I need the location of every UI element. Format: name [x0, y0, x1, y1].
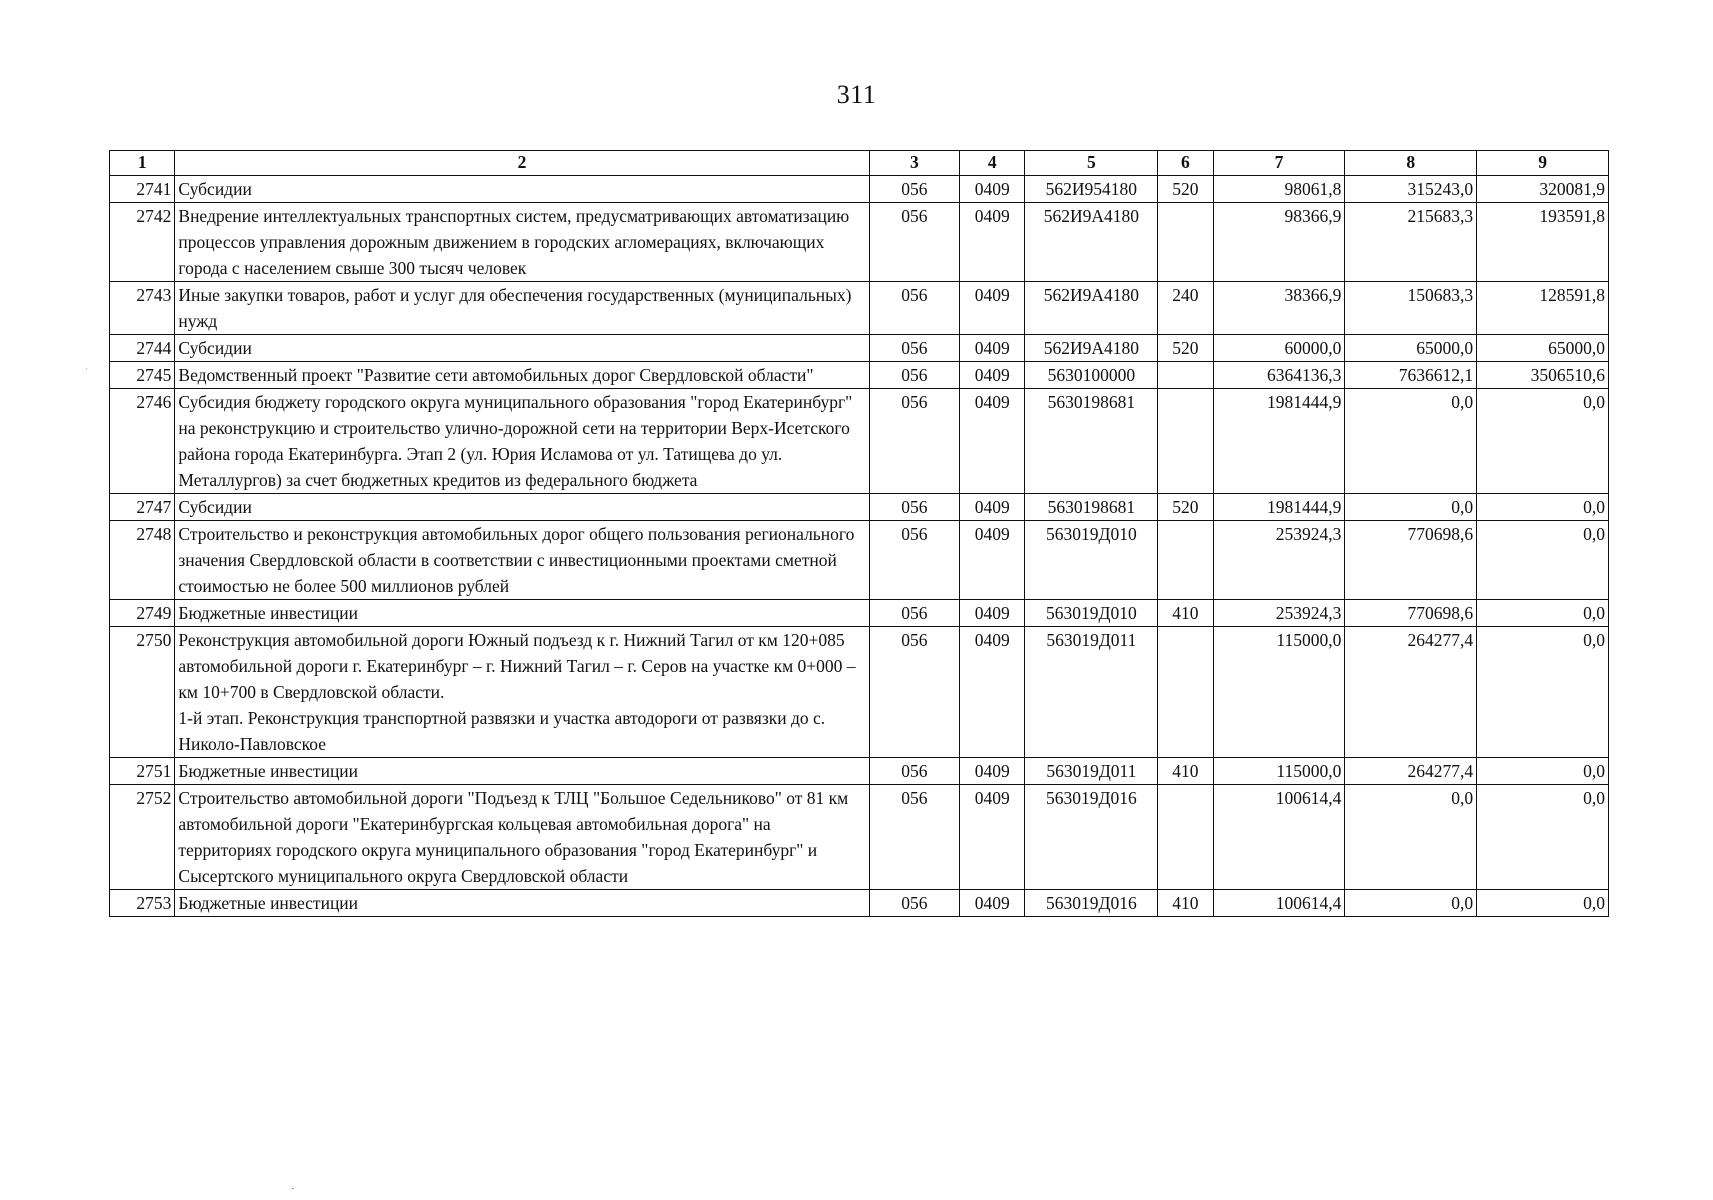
cell-col-7: 115000,0 [1213, 758, 1345, 785]
cell-item-name: Ведомственный проект "Развитие сети автомобильных дорог Свердловской области" [175, 362, 869, 389]
header-col-3: 3 [869, 151, 960, 176]
cell-col-8: 0,0 [1345, 890, 1477, 917]
table-row [110, 758, 1609, 785]
table-row [110, 335, 1609, 362]
cell-row-number: 2748 [110, 521, 175, 600]
cell-col-8: 264277,4 [1345, 758, 1477, 785]
cell-item-name: Бюджетные инвестиции [175, 890, 869, 917]
cell-col-8: 0,0 [1345, 389, 1477, 494]
cell-col-4: 0409 [960, 627, 1025, 758]
cell-col-9: 128591,8 [1477, 282, 1609, 335]
cell-row-number: 2745 [110, 362, 175, 389]
cell-col-8: 0,0 [1345, 785, 1477, 890]
cell-col-7: 98366,9 [1213, 203, 1345, 282]
cell-col-4: 0409 [960, 362, 1025, 389]
cell-col-3: 056 [869, 521, 960, 600]
table-row [110, 389, 1609, 494]
cell-row-number: 2742 [110, 203, 175, 282]
cell-col-6 [1158, 203, 1213, 282]
cell-col-3: 056 [869, 627, 960, 758]
scan-speck [292, 1188, 294, 1189]
cell-item-name: Реконструкция автомобильной дороги Южный подъезд к г. Нижний Тагил от км 120+085 автомобильной дороги г. Екатеринбург – г. Нижний Тагил – г. Серов на участке км 0+000 – км 10+700 в Свердловской области. 1-й этап. Реконструкция транспортной развязки и участка автодороги от развязки до с. Николо-Павловское [175, 627, 869, 758]
cell-col-3: 056 [869, 494, 960, 521]
cell-col-5: 563019Д010 [1025, 521, 1158, 600]
table-row [110, 600, 1609, 627]
cell-col-7: 6364136,3 [1213, 362, 1345, 389]
cell-col-9: 0,0 [1477, 494, 1609, 521]
cell-col-6: 520 [1158, 176, 1213, 203]
cell-row-number: 2746 [110, 389, 175, 494]
cell-col-9: 0,0 [1477, 785, 1609, 890]
cell-col-4: 0409 [960, 203, 1025, 282]
table-row [110, 785, 1609, 890]
cell-col-7: 100614,4 [1213, 785, 1345, 890]
cell-col-7: 253924,3 [1213, 600, 1345, 627]
cell-col-3: 056 [869, 785, 960, 890]
table-row [110, 494, 1609, 521]
cell-col-5: 5630198681 [1025, 389, 1158, 494]
cell-col-8: 150683,3 [1345, 282, 1477, 335]
table-row [110, 890, 1609, 917]
cell-col-4: 0409 [960, 176, 1025, 203]
cell-col-9: 3506510,6 [1477, 362, 1609, 389]
cell-col-4: 0409 [960, 389, 1025, 494]
cell-col-5: 562И9А4180 [1025, 203, 1158, 282]
cell-col-7: 1981444,9 [1213, 389, 1345, 494]
cell-col-7: 100614,4 [1213, 890, 1345, 917]
cell-col-7: 115000,0 [1213, 627, 1345, 758]
cell-col-3: 056 [869, 203, 960, 282]
cell-col-6: 410 [1158, 600, 1213, 627]
cell-col-6: 410 [1158, 890, 1213, 917]
cell-row-number: 2753 [110, 890, 175, 917]
cell-col-3: 056 [869, 758, 960, 785]
cell-col-6 [1158, 521, 1213, 600]
page-number: 311 [836, 80, 877, 109]
cell-col-9: 320081,9 [1477, 176, 1609, 203]
header-row [110, 151, 1609, 176]
cell-col-4: 0409 [960, 758, 1025, 785]
table-row [110, 521, 1609, 600]
cell-col-4: 0409 [960, 600, 1025, 627]
table-header [110, 151, 1609, 176]
cell-col-3: 056 [869, 389, 960, 494]
cell-col-6: 240 [1158, 282, 1213, 335]
cell-col-8: 264277,4 [1345, 627, 1477, 758]
cell-item-name: Субсидии [175, 176, 869, 203]
cell-col-8: 65000,0 [1345, 335, 1477, 362]
cell-col-4: 0409 [960, 521, 1025, 600]
cell-col-5: 5630198681 [1025, 494, 1158, 521]
cell-col-4: 0409 [960, 335, 1025, 362]
cell-col-5: 563019Д011 [1025, 627, 1158, 758]
cell-col-5: 563019Д016 [1025, 785, 1158, 890]
cell-col-9: 0,0 [1477, 521, 1609, 600]
cell-col-5: 5630100000 [1025, 362, 1158, 389]
header-col-1: 1 [110, 151, 175, 176]
cell-col-5: 562И954180 [1025, 176, 1158, 203]
cell-col-8: 315243,0 [1345, 176, 1477, 203]
scan-speck [86, 368, 87, 369]
header-col-7: 7 [1213, 151, 1345, 176]
table-row [110, 627, 1609, 758]
cell-col-5: 562И9А4180 [1025, 335, 1158, 362]
header-col-6: 6 [1158, 151, 1213, 176]
cell-item-name: Субсидии [175, 335, 869, 362]
cell-item-name: Бюджетные инвестиции [175, 600, 869, 627]
cell-col-7: 253924,3 [1213, 521, 1345, 600]
table-row [110, 362, 1609, 389]
cell-col-9: 0,0 [1477, 600, 1609, 627]
cell-row-number: 2749 [110, 600, 175, 627]
cell-col-4: 0409 [960, 785, 1025, 890]
cell-col-8: 0,0 [1345, 494, 1477, 521]
cell-col-3: 056 [869, 335, 960, 362]
cell-row-number: 2741 [110, 176, 175, 203]
cell-col-3: 056 [869, 176, 960, 203]
cell-col-4: 0409 [960, 494, 1025, 521]
cell-item-name: Субсидии [175, 494, 869, 521]
cell-col-7: 98061,8 [1213, 176, 1345, 203]
cell-col-5: 563019Д016 [1025, 890, 1158, 917]
header-col-8: 8 [1345, 151, 1477, 176]
cell-col-6: 410 [1158, 758, 1213, 785]
cell-col-9: 65000,0 [1477, 335, 1609, 362]
cell-col-5: 562И9А4180 [1025, 282, 1158, 335]
cell-row-number: 2744 [110, 335, 175, 362]
cell-row-number: 2752 [110, 785, 175, 890]
budget-table [109, 150, 1609, 917]
cell-row-number: 2750 [110, 627, 175, 758]
cell-col-7: 60000,0 [1213, 335, 1345, 362]
cell-col-6 [1158, 362, 1213, 389]
cell-col-6: 520 [1158, 494, 1213, 521]
cell-col-8: 770698,6 [1345, 600, 1477, 627]
cell-col-9: 0,0 [1477, 389, 1609, 494]
cell-item-name: Бюджетные инвестиции [175, 758, 869, 785]
cell-item-name: Внедрение интеллектуальных транспортных систем, предусматривающих автоматизацию процессов управления дорожным движением в городских агломерациях, включающих города с населением свыше 300 тысяч человек [175, 203, 869, 282]
cell-col-9: 193591,8 [1477, 203, 1609, 282]
cell-row-number: 2743 [110, 282, 175, 335]
header-col-9: 9 [1477, 151, 1609, 176]
cell-col-7: 1981444,9 [1213, 494, 1345, 521]
cell-col-5: 563019Д010 [1025, 600, 1158, 627]
cell-col-3: 056 [869, 362, 960, 389]
cell-col-3: 056 [869, 600, 960, 627]
cell-col-8: 7636612,1 [1345, 362, 1477, 389]
cell-row-number: 2747 [110, 494, 175, 521]
header-col-4: 4 [960, 151, 1025, 176]
header-col-5: 5 [1025, 151, 1158, 176]
cell-col-4: 0409 [960, 282, 1025, 335]
cell-col-6 [1158, 389, 1213, 494]
table-row [110, 282, 1609, 335]
cell-col-7: 38366,9 [1213, 282, 1345, 335]
cell-col-3: 056 [869, 890, 960, 917]
cell-col-6: 520 [1158, 335, 1213, 362]
cell-row-number: 2751 [110, 758, 175, 785]
table-row [110, 176, 1609, 203]
cell-col-4: 0409 [960, 890, 1025, 917]
cell-col-8: 770698,6 [1345, 521, 1477, 600]
cell-item-name: Строительство автомобильной дороги "Подъезд к ТЛЦ "Большое Седельниково" от 81 км автомобильной дороги "Екатеринбургская кольцевая автомобильная дорога" на территориях городского округа муниципального образования "город Екатеринбург" и Сысертского муниципального округа Свердловской области [175, 785, 869, 890]
table-body [110, 176, 1609, 917]
cell-col-9: 0,0 [1477, 890, 1609, 917]
cell-item-name: Иные закупки товаров, работ и услуг для обеспечения государственных (муниципальных) нужд [175, 282, 869, 335]
header-col-2: 2 [175, 151, 869, 176]
cell-col-6 [1158, 785, 1213, 890]
cell-col-5: 563019Д011 [1025, 758, 1158, 785]
cell-col-9: 0,0 [1477, 627, 1609, 758]
cell-col-6 [1158, 627, 1213, 758]
cell-item-name: Строительство и реконструкция автомобильных дорог общего пользования регионального значения Свердловской области в соответствии с инвестиционными проектами сметной стоимостью не более 500 миллионов рублей [175, 521, 869, 600]
table-row [110, 203, 1609, 282]
cell-item-name: Субсидия бюджету городского округа муниципального образования "город Екатеринбург" на реконструкцию и строительство улично-дорожной сети на территории Верх-Исетского района города Екатеринбурга. Этап 2 (ул. Юрия Исламова от ул. Татищева до ул. Металлургов) за счет бюджетных кредитов из федерального бюджета [175, 389, 869, 494]
cell-col-3: 056 [869, 282, 960, 335]
cell-col-9: 0,0 [1477, 758, 1609, 785]
cell-col-8: 215683,3 [1345, 203, 1477, 282]
